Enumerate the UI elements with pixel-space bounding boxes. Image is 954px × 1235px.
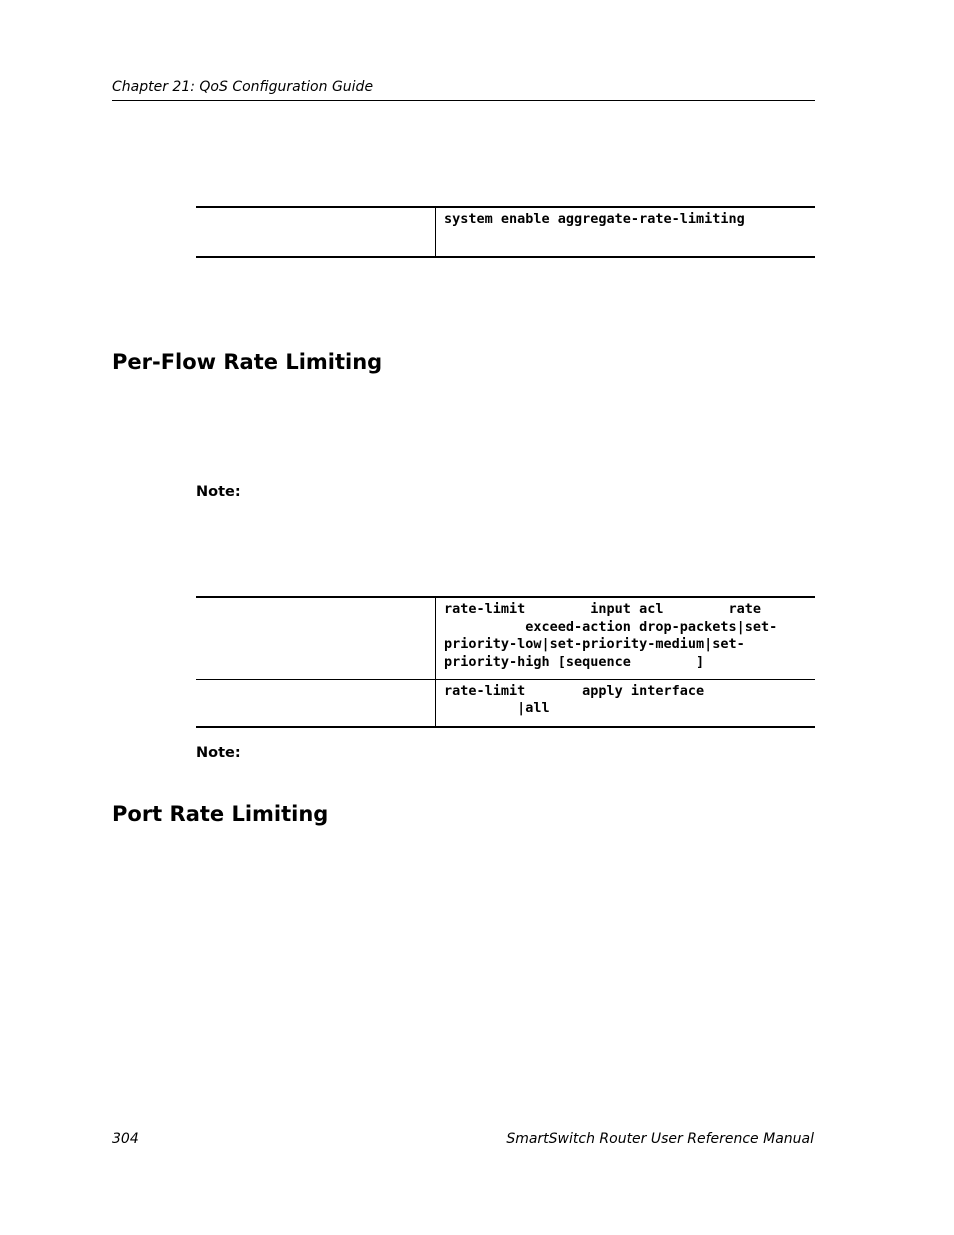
table-cell-command: rate-limit apply interface |all bbox=[436, 679, 816, 727]
table-row bbox=[196, 207, 815, 257]
note-label: Note: bbox=[196, 484, 241, 500]
table-cell-command: system enable aggregate-rate-limiting bbox=[444, 211, 745, 227]
table-cell-command: rate-limit input acl rate exceed-action drop-packets|set- priority-low|set-priority-medium|set- priority-high [sequence ] bbox=[444, 601, 778, 670]
note-label: Note: bbox=[196, 745, 241, 761]
manual-title: SmartSwitch Router User Reference Manual bbox=[506, 1131, 814, 1147]
chapter-header: Chapter 21: QoS Configuration Guide bbox=[112, 79, 374, 95]
section-title-per-flow-rate-limiting: Per-Flow Rate Limiting bbox=[112, 350, 383, 374]
per-flow-rate-limit-command-table bbox=[196, 596, 815, 728]
table-row bbox=[196, 597, 815, 679]
section-title-port-rate-limiting: Port Rate Limiting bbox=[112, 802, 329, 826]
header-divider bbox=[112, 100, 815, 101]
table-cell-description bbox=[196, 679, 436, 727]
aggregate-rate-limit-command-table bbox=[196, 206, 815, 258]
page-number: 304 bbox=[112, 1131, 139, 1147]
table-row bbox=[196, 679, 815, 727]
table-cell-description bbox=[196, 597, 436, 679]
table-cell-description bbox=[196, 207, 436, 257]
